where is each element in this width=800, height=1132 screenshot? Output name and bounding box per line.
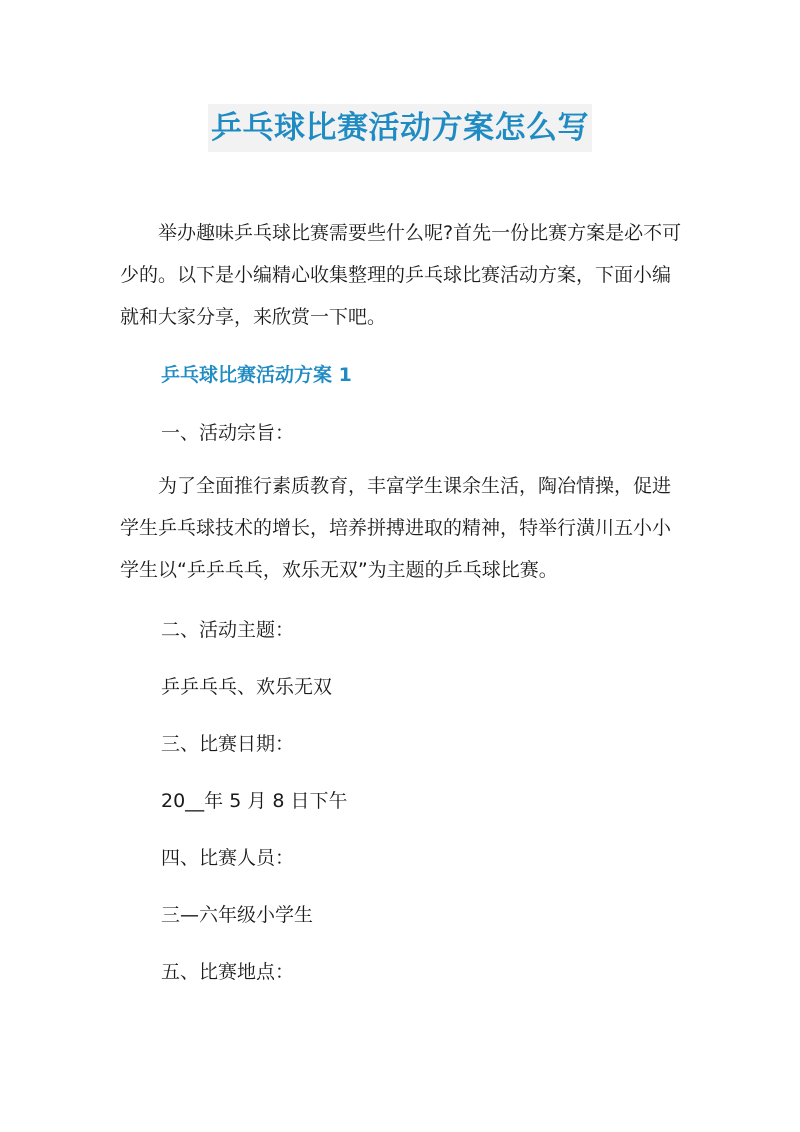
heading-venue: 五、比赛地点： — [161, 961, 295, 983]
heading-theme: 二、活动主题： — [161, 619, 295, 641]
document-title: 乒乓球比赛活动方案怎么写 — [208, 104, 592, 152]
paragraph-participants: 三—六年级小学生 — [161, 904, 314, 926]
paragraph-theme: 乒乒乓乓、欢乐无双 — [161, 676, 333, 698]
heading-participants: 四、比赛人员： — [161, 847, 295, 869]
paragraph-purpose: 为了全面推行素质教育，丰富学生课余生活，陶冶情操，促进学生乒乓球技术的增长，培养拼搏进取的精神，特举行潢川五小小学生以“乒乒乓乓，欢乐无双”为主题的乒乓球比赛。 — [120, 475, 672, 581]
intro-paragraph: 举办趣味乒乓球比赛需要些什么呢?首先一份比赛方案是必不可少的。以下是小编精心收集整理的乒乓球比赛活动方案，下面小编就和大家分享，来欣赏一下吧。 — [120, 222, 682, 328]
section-title: 乒乓球比赛活动方案 1 — [161, 364, 352, 386]
title-wrapper — [0, 104, 800, 152]
heading-date: 三、比赛日期： — [161, 733, 295, 755]
heading-purpose: 一、活动宗旨： — [161, 422, 295, 444]
paragraph-date: 20__年 5 月 8 日下午 — [161, 790, 348, 812]
